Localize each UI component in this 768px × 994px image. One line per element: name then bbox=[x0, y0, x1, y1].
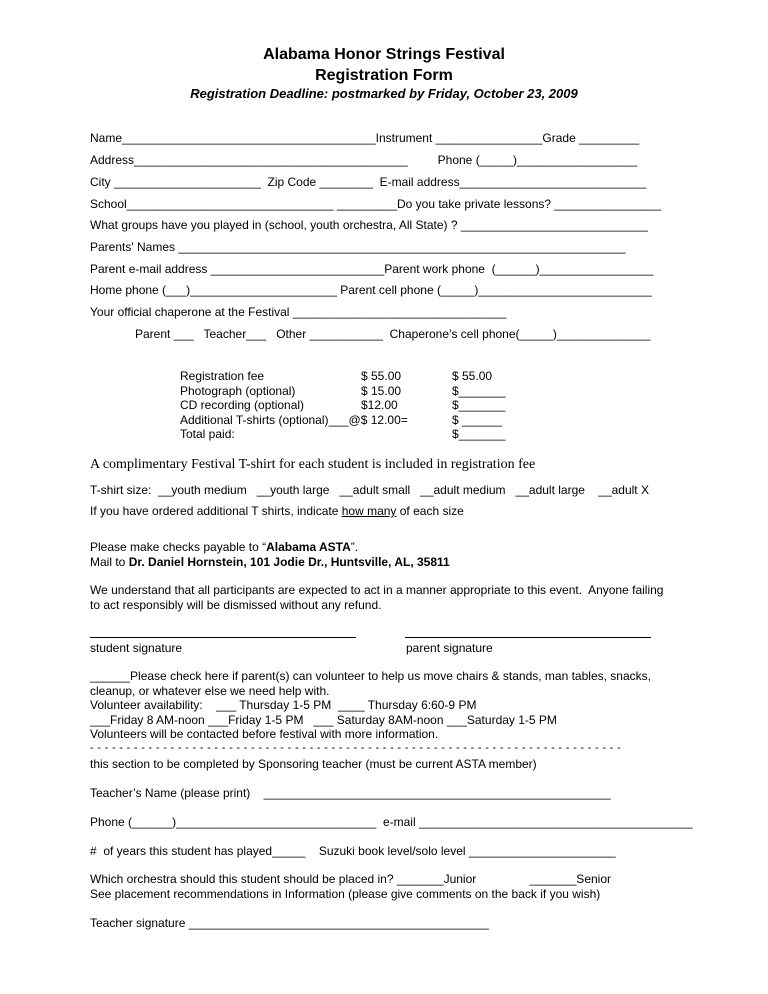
fee-label: Photograph (optional) bbox=[180, 383, 296, 398]
additional-tshirts-text: If you have ordered additional T shirts, indicate bbox=[90, 504, 342, 518]
parent-signature-label: parent signature bbox=[406, 641, 493, 655]
orchestra-placement-line[interactable]: Which orchestra should this student should be placed in? _______Junior _______Senior bbox=[90, 872, 611, 886]
groups-played-line[interactable]: What groups have you played in (school, youth orchestra, All State) ? ____________________________ bbox=[90, 218, 648, 232]
tshirt-size-options[interactable]: T-shirt size: __youth medium __youth large __adult small __adult medium __adult large __adult X bbox=[90, 483, 649, 497]
volunteer-help-line: cleanup, or whatever else we need help with. bbox=[90, 684, 330, 698]
conduct-statement-line1: We understand that all participants are expected to act in a manner appropriate to this event. Anyone failing bbox=[90, 583, 664, 597]
chaperone-line[interactable]: Your official chaperone at the Festival ________________________________ bbox=[90, 305, 507, 319]
fee-label: Total paid: bbox=[180, 427, 235, 441]
teacher-signature-line[interactable]: Teacher signature _____________________________________________ bbox=[90, 916, 490, 930]
parent-signature-line[interactable] bbox=[405, 637, 651, 638]
home-cell-phone-line[interactable]: Home phone (___)______________________ Parent cell phone (_____)__________________________ bbox=[90, 283, 652, 297]
registration-deadline: Registration Deadline: postmarked by Friday, October 23, 2009 bbox=[190, 86, 578, 101]
placement-recommendations-note: See placement recommendations in Information (please give comments on the back if you wish) bbox=[90, 887, 601, 901]
fee-label: Additional T-shirts (optional)___@$ 12.00= bbox=[180, 412, 408, 427]
teacher-phone-email-line[interactable]: Phone (______)______________________________ e-mail _________________________________________ bbox=[90, 815, 693, 829]
form-subtitle: Registration Form bbox=[315, 67, 453, 84]
checks-text-end: ”. bbox=[350, 540, 359, 554]
complimentary-tshirt-note: A complimentary Festival T-shirt for each student is included in registration fee bbox=[90, 457, 536, 472]
fee-total[interactable]: $ ______ bbox=[452, 412, 503, 427]
volunteer-availability-fri-sat[interactable]: ___Friday 8 AM-noon ___Friday 1-5 PM ___ Saturday 8AM-noon ___Saturday 1-5 PM bbox=[90, 713, 557, 727]
checks-text: Please make checks payable to “ bbox=[90, 540, 267, 554]
chaperone-type-line[interactable]: Parent ___ Teacher___ Other ___________ Chaperone’s cell phone(_____)______________ bbox=[135, 327, 651, 341]
teacher-name-line[interactable]: Teacher’s Name (please print) ____________________________________________________ bbox=[90, 786, 611, 800]
name-instrument-grade-line[interactable]: Name______________________________________Instrument ________________Grade _________ bbox=[90, 131, 640, 145]
volunteer-availability-thursday[interactable]: Volunteer availability: ___ Thursday 1-5 PM ____ Thursday 6:60-9 PM bbox=[90, 698, 477, 712]
volunteer-check-line[interactable]: ______Please check here if parent(s) can volunteer to help us move chairs & stands, man tables, snacks, bbox=[90, 669, 651, 683]
conduct-statement-line2: to act responsibly will be dismissed without any refund. bbox=[90, 598, 382, 612]
fee-label: CD recording (optional) bbox=[180, 398, 305, 412]
teacher-section-intro: this section to be completed by Sponsoring teacher (must be current ASTA member) bbox=[90, 757, 537, 771]
checks-payable-line bbox=[90, 540, 358, 554]
fee-total[interactable]: $_______ bbox=[452, 398, 506, 412]
volunteer-contact-note: Volunteers will be contacted before festival with more information. bbox=[90, 727, 439, 741]
fee-label: Registration fee bbox=[180, 369, 265, 383]
student-signature-line[interactable] bbox=[90, 637, 356, 638]
mailing-address: Dr. Daniel Hornstein, 101 Jodie Dr., Huntsville, AL, 35811 bbox=[128, 555, 450, 569]
parents-names-line[interactable]: Parents' Names ___________________________________________________________________ bbox=[90, 240, 626, 254]
school-lessons-line[interactable]: School_______________________________ _________Do you take private lessons? ________________ bbox=[90, 197, 662, 211]
years-played-suzuki-line[interactable]: # of years this student has played_____ Suzuki book level/solo level ______________________ bbox=[90, 844, 616, 858]
additional-tshirts-note bbox=[90, 504, 464, 518]
mail-to-line bbox=[90, 555, 450, 569]
fee-prices bbox=[361, 369, 401, 413]
fee-total: $ 55.00 bbox=[452, 369, 493, 383]
fee-price: $ 15.00 bbox=[361, 383, 402, 398]
student-signature-label: student signature bbox=[90, 641, 183, 655]
additional-tshirts-text-end: of each size bbox=[396, 504, 464, 518]
city-zip-email-line[interactable]: City ______________________ Zip Code ________ E-mail address____________________________ bbox=[90, 175, 647, 189]
fee-total[interactable]: $_______ bbox=[452, 383, 506, 398]
fee-price: $ 55.00 bbox=[361, 369, 402, 383]
fee-price: $12.00 bbox=[361, 398, 398, 412]
parent-email-workphone-line[interactable]: Parent e-mail address __________________________Parent work phone (______)_________________ bbox=[90, 262, 654, 276]
fee-total[interactable]: $_______ bbox=[452, 427, 506, 441]
payee-name: Alabama ASTA bbox=[266, 540, 351, 554]
fee-totals[interactable] bbox=[452, 369, 505, 442]
address-phone-line[interactable]: Address_________________________________________ Phone (_____)__________________ bbox=[90, 153, 638, 167]
section-divider: - - - - - - - - - - - - - - - - - - - - - - - - - - - - - - - - - - - - - - - - - - - - - - - - - - - - - - - - - - - - - - - - - - - - - - - - - bbox=[90, 742, 621, 754]
mail-to-text: Mail to bbox=[90, 555, 129, 569]
form-title: Alabama Honor Strings Festival bbox=[263, 46, 505, 63]
how-many-underlined: how many bbox=[341, 504, 397, 518]
